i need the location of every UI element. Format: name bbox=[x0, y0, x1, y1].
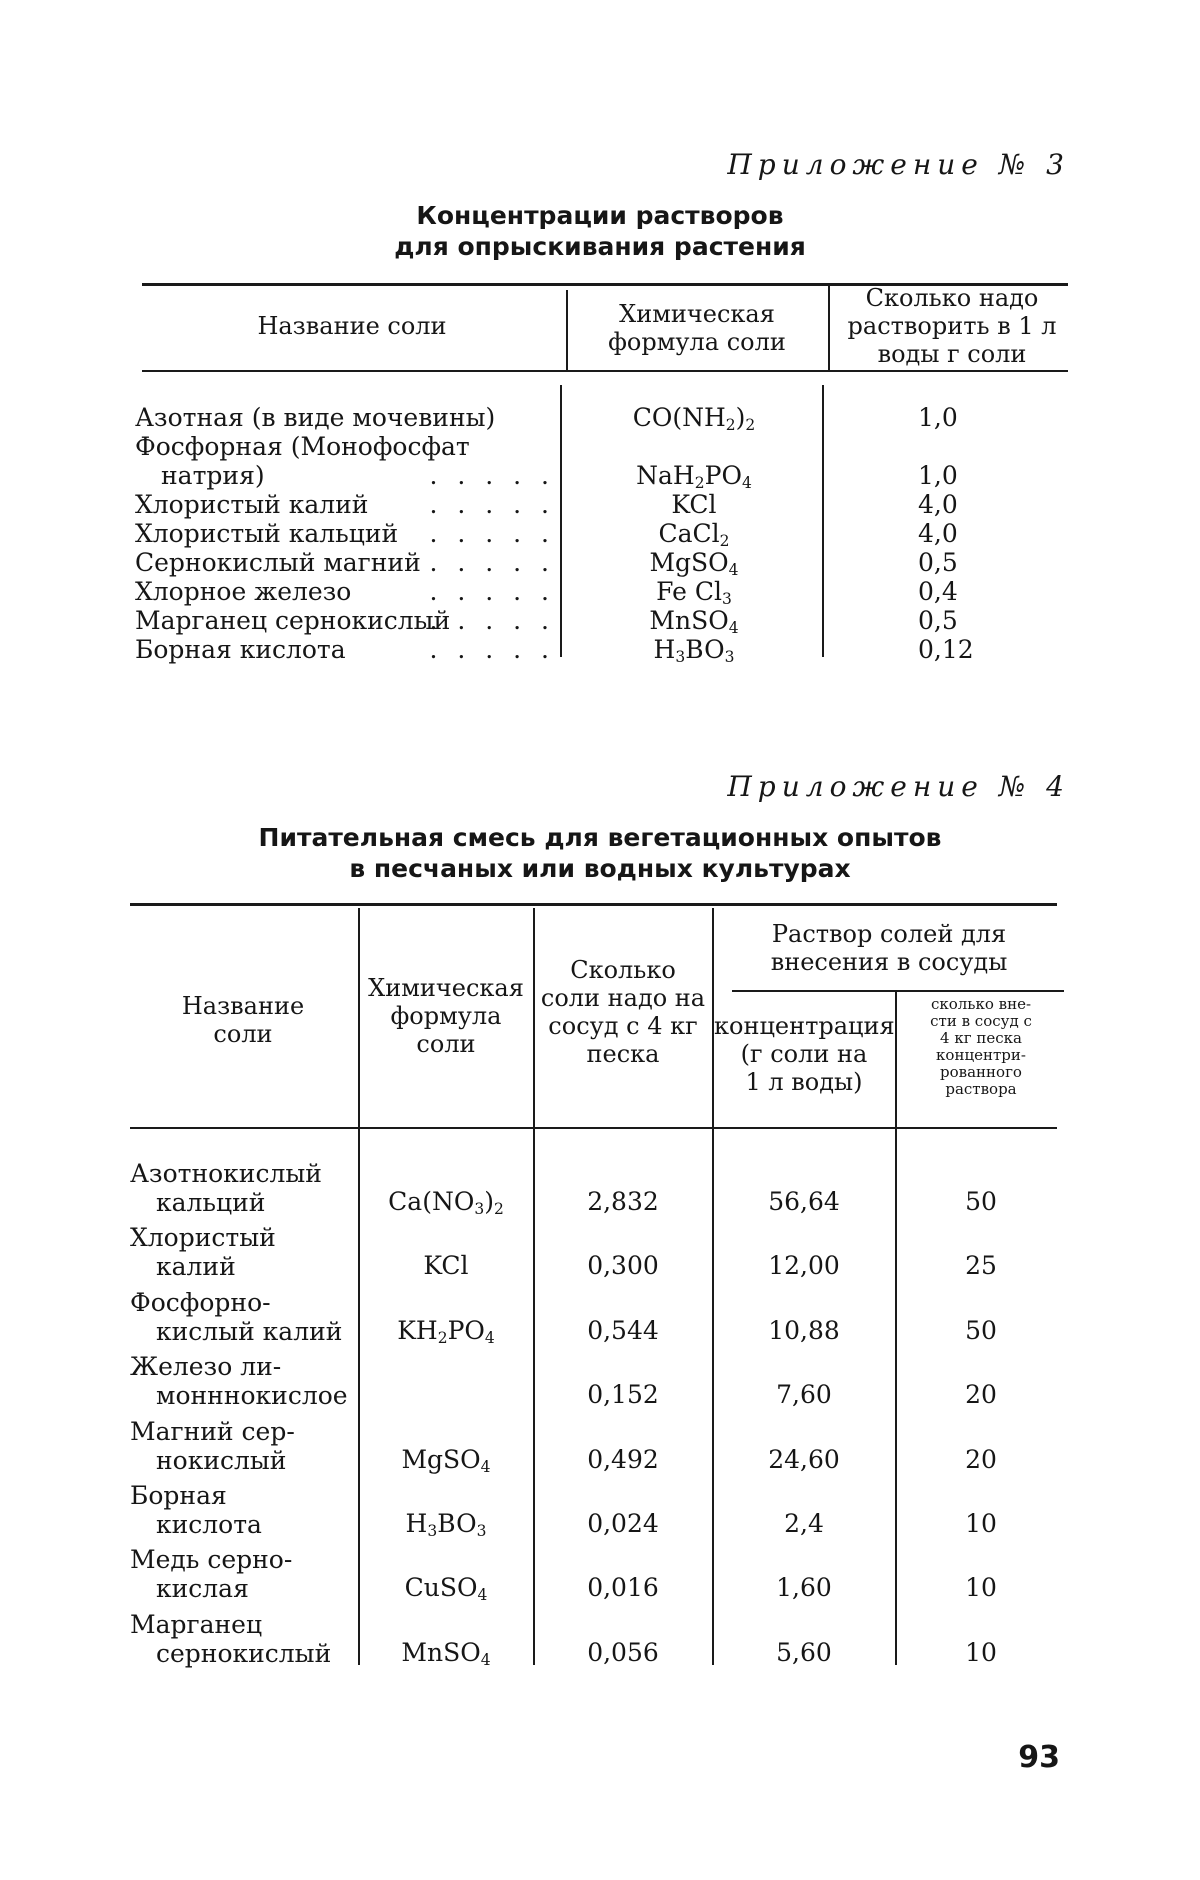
amount-value: 0,4 bbox=[918, 577, 958, 606]
header-bottom-rule bbox=[142, 370, 1068, 372]
salt-name-line2: сернокислый bbox=[156, 1639, 332, 1668]
salt-name-line1: Фосфорно- bbox=[130, 1288, 271, 1317]
chemical-formula: MnSO$_4$ bbox=[649, 606, 739, 637]
amount-value: 0,5 bbox=[918, 548, 958, 577]
column-header-amount: Сколько надо растворить в 1 л воды г соли bbox=[847, 284, 1057, 368]
concentration-value: 2,4 bbox=[784, 1509, 824, 1538]
chemical-formula: MnSO$_4$ bbox=[401, 1638, 491, 1669]
header-bottom-rule bbox=[130, 1127, 1057, 1129]
column-header-name: Название соли bbox=[257, 312, 447, 340]
column-header-concentration: концентрация (г соли на 1 л воды) bbox=[714, 1012, 895, 1096]
header-divider bbox=[828, 285, 830, 370]
column-group-header-solution: Раствор солей для внесения в сосуды bbox=[770, 920, 1008, 976]
concentration-value: 56,64 bbox=[768, 1187, 840, 1216]
grams-per-vessel: 0,492 bbox=[587, 1445, 659, 1474]
salt-name-line1: Борная bbox=[130, 1481, 227, 1510]
chemical-formula: $NaH_2PO_4$ bbox=[636, 461, 752, 492]
salt-name-line2: кислый калий bbox=[156, 1317, 343, 1346]
dot-leader: . . . . . bbox=[429, 490, 555, 519]
salt-name: Марганец сернокислый bbox=[135, 606, 451, 635]
chemical-formula: KCl bbox=[423, 1251, 469, 1280]
salt-name-line2: нокислый bbox=[156, 1446, 287, 1475]
chemical-formula: $CO(NH_2)_2$ bbox=[632, 403, 756, 434]
amount-to-add: 50 bbox=[965, 1316, 997, 1345]
dot-leader: . . . . . bbox=[429, 577, 555, 606]
salt-name: натрия) bbox=[161, 461, 265, 490]
grams-per-vessel: 0,152 bbox=[587, 1380, 659, 1409]
appendix-3-title-line1: Концентрации растворов bbox=[416, 201, 784, 230]
concentration-value: 24,60 bbox=[768, 1445, 840, 1474]
concentration-value: 7,60 bbox=[776, 1380, 832, 1409]
salt-name-line1: Магний сер- bbox=[130, 1417, 295, 1446]
salt-name-line2: кислая bbox=[156, 1574, 249, 1603]
dot-leader: . . . . . bbox=[429, 461, 555, 490]
header-divider bbox=[566, 290, 568, 370]
salt-name-line1: Медь серно- bbox=[130, 1545, 293, 1574]
salt-name: Сернокислый магний bbox=[135, 548, 421, 577]
column-header-formula: Химическая формула соли bbox=[368, 974, 524, 1058]
grams-per-vessel: 0,024 bbox=[587, 1509, 659, 1538]
amount-to-add: 10 bbox=[965, 1573, 997, 1602]
chemical-formula: $KH_2PO_4$ bbox=[397, 1316, 495, 1347]
chemical-formula: CaCl$_2$ bbox=[658, 519, 730, 550]
amount-value: 4,0 bbox=[918, 519, 958, 548]
amount-to-add: 10 bbox=[965, 1638, 997, 1667]
amount-to-add: 50 bbox=[965, 1187, 997, 1216]
chemical-formula: $H_3BO_3$ bbox=[405, 1509, 487, 1540]
amount-to-add: 25 bbox=[965, 1251, 997, 1280]
chemical-formula: KCl bbox=[671, 490, 717, 519]
group-header-rule bbox=[732, 990, 1064, 992]
salt-name: Борная кислота bbox=[135, 635, 346, 664]
column-header-formula: Химическая формула соли bbox=[608, 300, 786, 356]
amount-value: 4,0 bbox=[918, 490, 958, 519]
amount-to-add: 20 bbox=[965, 1380, 997, 1409]
salt-name: Хлористый калий bbox=[135, 490, 369, 519]
salt-name: Азотная (в виде мочевины) bbox=[135, 403, 496, 432]
salt-name-line1: Железо ли- bbox=[130, 1352, 282, 1381]
amount-to-add: 20 bbox=[965, 1445, 997, 1474]
grams-per-vessel: 0,056 bbox=[587, 1638, 659, 1667]
appendix-3-title-line2: для опрыскивания растения bbox=[394, 232, 806, 261]
dot-leader: . . . . . bbox=[429, 519, 555, 548]
chemical-formula: MgSO$_4$ bbox=[649, 548, 739, 579]
amount-to-add: 10 bbox=[965, 1509, 997, 1538]
concentration-value: 10,88 bbox=[768, 1316, 840, 1345]
amount-value: 0,12 bbox=[918, 635, 974, 664]
salt-name-line2: монннокислое bbox=[156, 1381, 348, 1410]
appendix-4-heading: Приложение № 4 bbox=[727, 770, 1070, 803]
grams-per-vessel: 0,544 bbox=[587, 1316, 659, 1345]
amount-value: 1,0 bbox=[918, 461, 958, 490]
column-header-amount-to-add: сколько вне- сти в сосуд с 4 кг песка концентри- рованного раствора bbox=[930, 995, 1032, 1098]
column-header-per-vessel: Сколько соли надо на сосуд с 4 кг песка bbox=[540, 956, 706, 1068]
appendix-4-title-line1: Питательная смесь для вегетационных опытов bbox=[258, 823, 942, 852]
dot-leader: . . . . . bbox=[429, 606, 555, 635]
grams-per-vessel: 0,016 bbox=[587, 1573, 659, 1602]
concentration-value: 5,60 bbox=[776, 1638, 832, 1667]
dot-leader: . . . . . bbox=[429, 635, 555, 664]
concentration-value: 12,00 bbox=[768, 1251, 840, 1280]
chemical-formula: CuSO$_4$ bbox=[404, 1573, 488, 1604]
salt-name-line1: Хлористый bbox=[130, 1223, 276, 1252]
dot-leader: . . . . . bbox=[429, 548, 555, 577]
salt-name: Хлорное железо bbox=[135, 577, 352, 606]
grams-per-vessel: 2,832 bbox=[587, 1187, 659, 1216]
chemical-formula: $H_3BO_3$ bbox=[653, 635, 735, 666]
page-number: 93 bbox=[1018, 1740, 1060, 1775]
salt-name: Хлористый кальций bbox=[135, 519, 399, 548]
salt-name-line1: Марганец bbox=[130, 1610, 263, 1639]
column-header-name: Название соли bbox=[181, 992, 305, 1048]
appendix-4-title-line2: в песчаных или водных культурах bbox=[349, 854, 851, 883]
salt-name: Фосфорная (Монофосфат bbox=[135, 432, 470, 461]
salt-name-line2: кислота bbox=[156, 1510, 262, 1539]
amount-value: 0,5 bbox=[918, 606, 958, 635]
concentration-value: 1,60 bbox=[776, 1573, 832, 1602]
salt-name-line2: калий bbox=[156, 1252, 236, 1281]
salt-name-line1: Азотнокислый bbox=[130, 1159, 322, 1188]
amount-value: 1,0 bbox=[918, 403, 958, 432]
table-top-rule bbox=[130, 903, 1057, 906]
appendix-3-heading: Приложение № 3 bbox=[727, 148, 1070, 181]
chemical-formula: $Ca(NO_3)_2$ bbox=[388, 1187, 504, 1218]
grams-per-vessel: 0,300 bbox=[587, 1251, 659, 1280]
column-divider bbox=[560, 385, 562, 657]
chemical-formula: MgSO$_4$ bbox=[401, 1445, 491, 1476]
chemical-formula: Fe $Cl_3$ bbox=[656, 577, 732, 608]
salt-name-line2: кальций bbox=[156, 1188, 266, 1217]
